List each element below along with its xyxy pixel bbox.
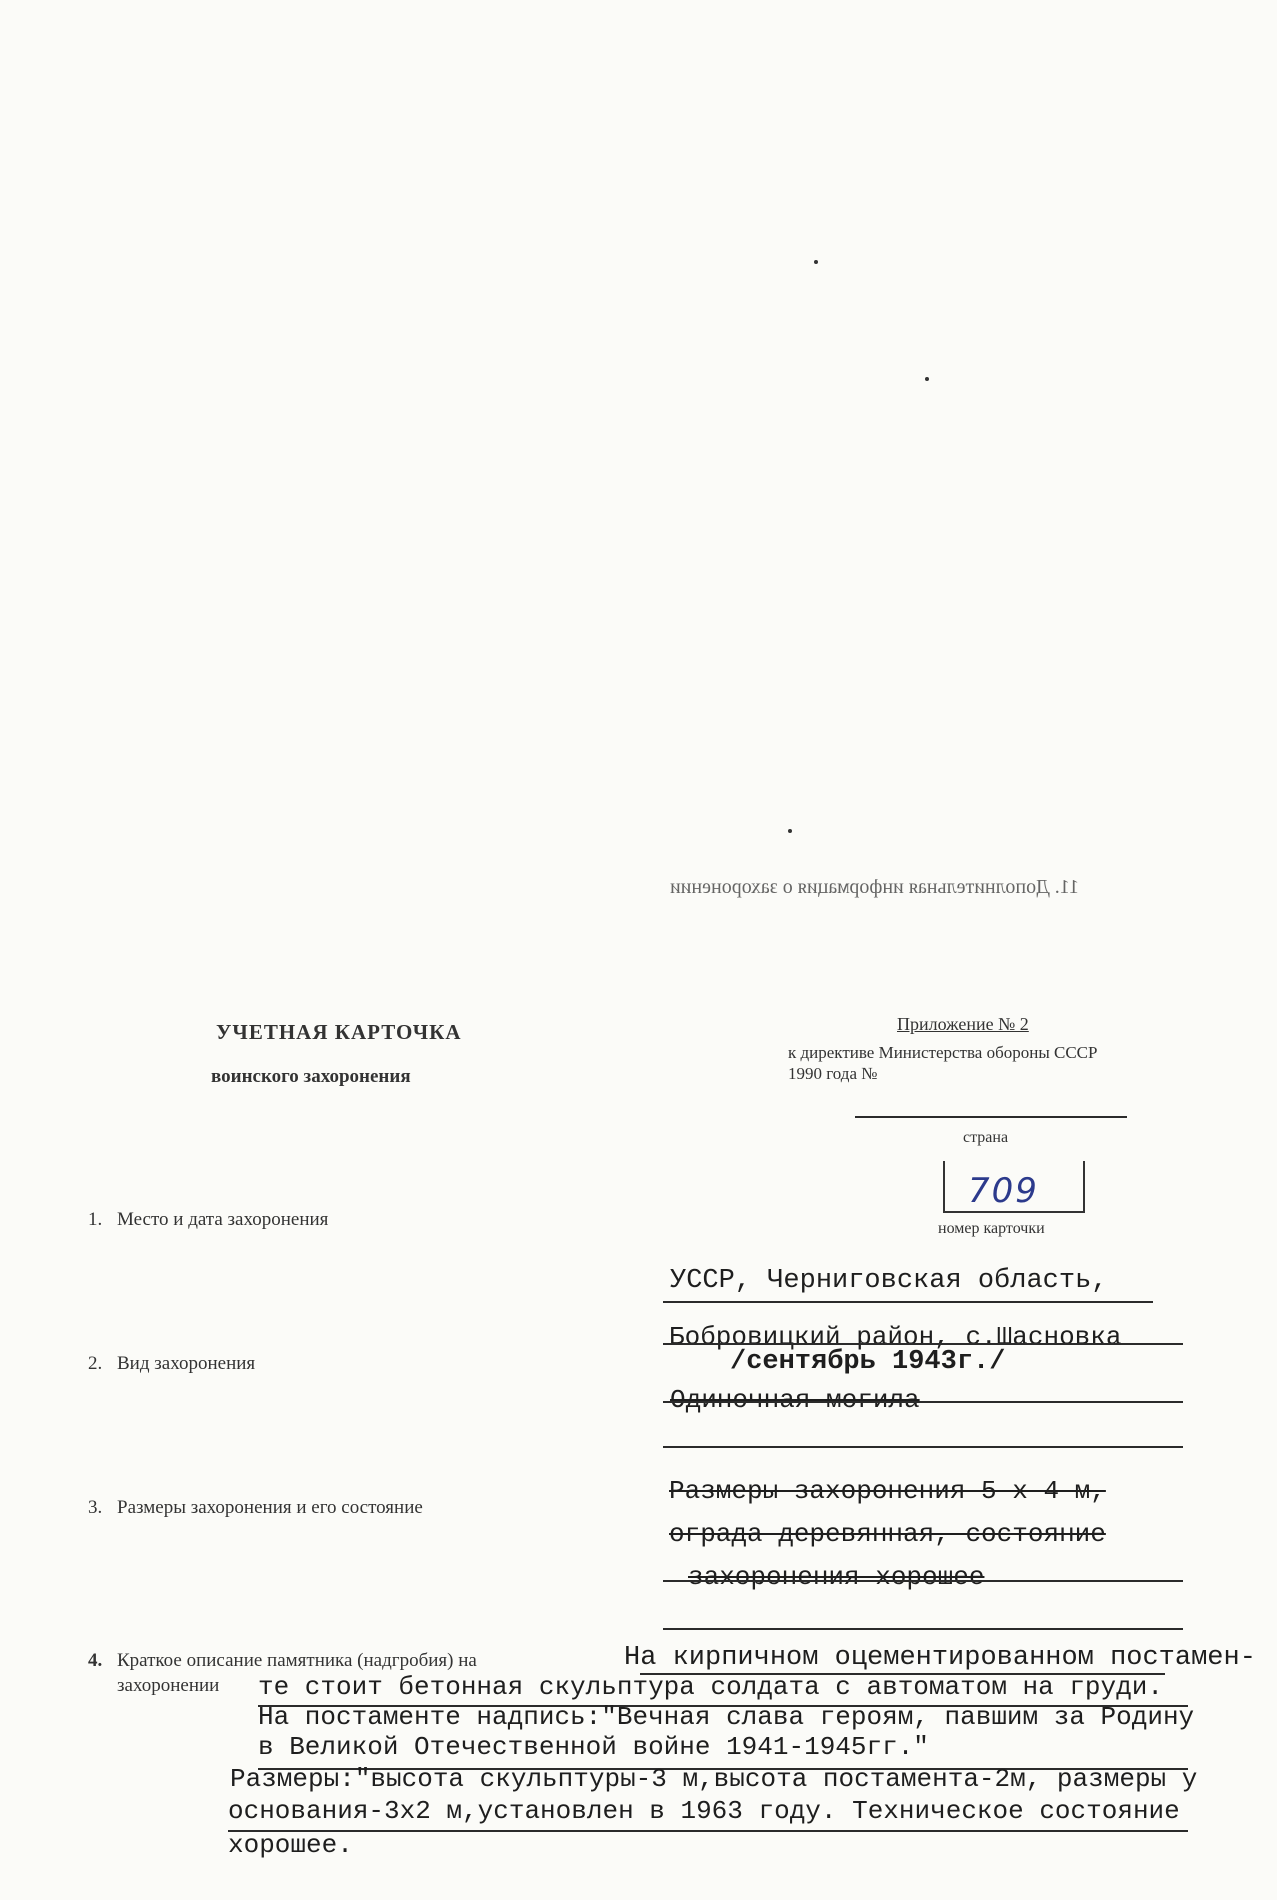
field-3-rule2 <box>663 1628 1183 1630</box>
appendix-line2: 1990 года № <box>788 1064 878 1083</box>
field-3-label: Размеры захоронения и его состояние <box>117 1497 423 1518</box>
card-title: УЧЕТНАЯ КАРТОЧКА <box>216 1020 462 1044</box>
speck <box>925 377 929 381</box>
card-subtitle: воинского захоронения <box>211 1066 411 1087</box>
field-1-line2: Бобровицкий район, с.Шасновка <box>669 1322 1122 1352</box>
appendix-line1: к директиве Министерства обороны СССР <box>788 1043 1098 1062</box>
country-rule <box>855 1116 1127 1118</box>
field-1-number: 1. <box>88 1209 103 1230</box>
field-4-line6: основания-3х2 м,установлен в 1963 году. Техническое состояние <box>228 1796 1180 1826</box>
field-4-line7: хорошее. <box>228 1830 353 1860</box>
field-2-rule1 <box>663 1401 1183 1403</box>
card-number: 709 <box>968 1171 1039 1211</box>
field-4-line2: те стоит бетонная скульптура солдата с автоматом на груди. <box>258 1672 1163 1702</box>
field-4-line4: в Великой Отечественной войне 1941-1945гг." <box>258 1732 929 1762</box>
field-1-date: /сентябрь 1943г./ <box>730 1347 1006 1377</box>
field-2-rule2 <box>663 1446 1183 1448</box>
appendix-label: Приложение № 2 <box>897 1014 1029 1034</box>
field-2-value: Одиночная могила <box>670 1385 920 1415</box>
speck <box>788 829 792 833</box>
speck <box>814 260 818 264</box>
field-1-rule1 <box>663 1301 1153 1303</box>
field-3-line2: ограда деревянная, состояние <box>669 1519 1106 1549</box>
field-4-number: 4. <box>88 1650 103 1671</box>
card-number-label: номер карточки <box>938 1220 1045 1237</box>
bleed-through-text: 11. Дополнительная информация о захоронении <box>670 876 1079 898</box>
field-4-label-a: Краткое описание памятника (надгробия) на <box>117 1650 477 1671</box>
field-3-line1: Размеры захоронения 5 х 4 м, <box>669 1476 1106 1506</box>
field-1-rule2 <box>663 1343 1183 1345</box>
field-3-rule1 <box>663 1580 1183 1582</box>
field-4-label-b: захоронении <box>117 1675 220 1696</box>
field-3-line3: захоронения хорошее <box>688 1562 985 1592</box>
field-3-number: 3. <box>88 1497 103 1518</box>
field-4-line3: На постаменте надпись:"Вечная слава героям, павшим за Родину <box>258 1702 1195 1732</box>
field-4-line1: На кирпичном оцементированном постамен- <box>624 1643 1256 1673</box>
field-4-rule4 <box>228 1830 1188 1832</box>
country-label: страна <box>963 1129 1009 1146</box>
field-2-number: 2. <box>88 1353 103 1374</box>
field-4-line5: Размеры:"высота скульптуры-3 м,высота постамента-2м, размеры у <box>230 1764 1198 1794</box>
field-1-line1: УССР, Черниговская область, <box>670 1266 1108 1296</box>
field-1-label: Место и дата захоронения <box>117 1209 329 1230</box>
field-2-label: Вид захоронения <box>117 1353 256 1374</box>
